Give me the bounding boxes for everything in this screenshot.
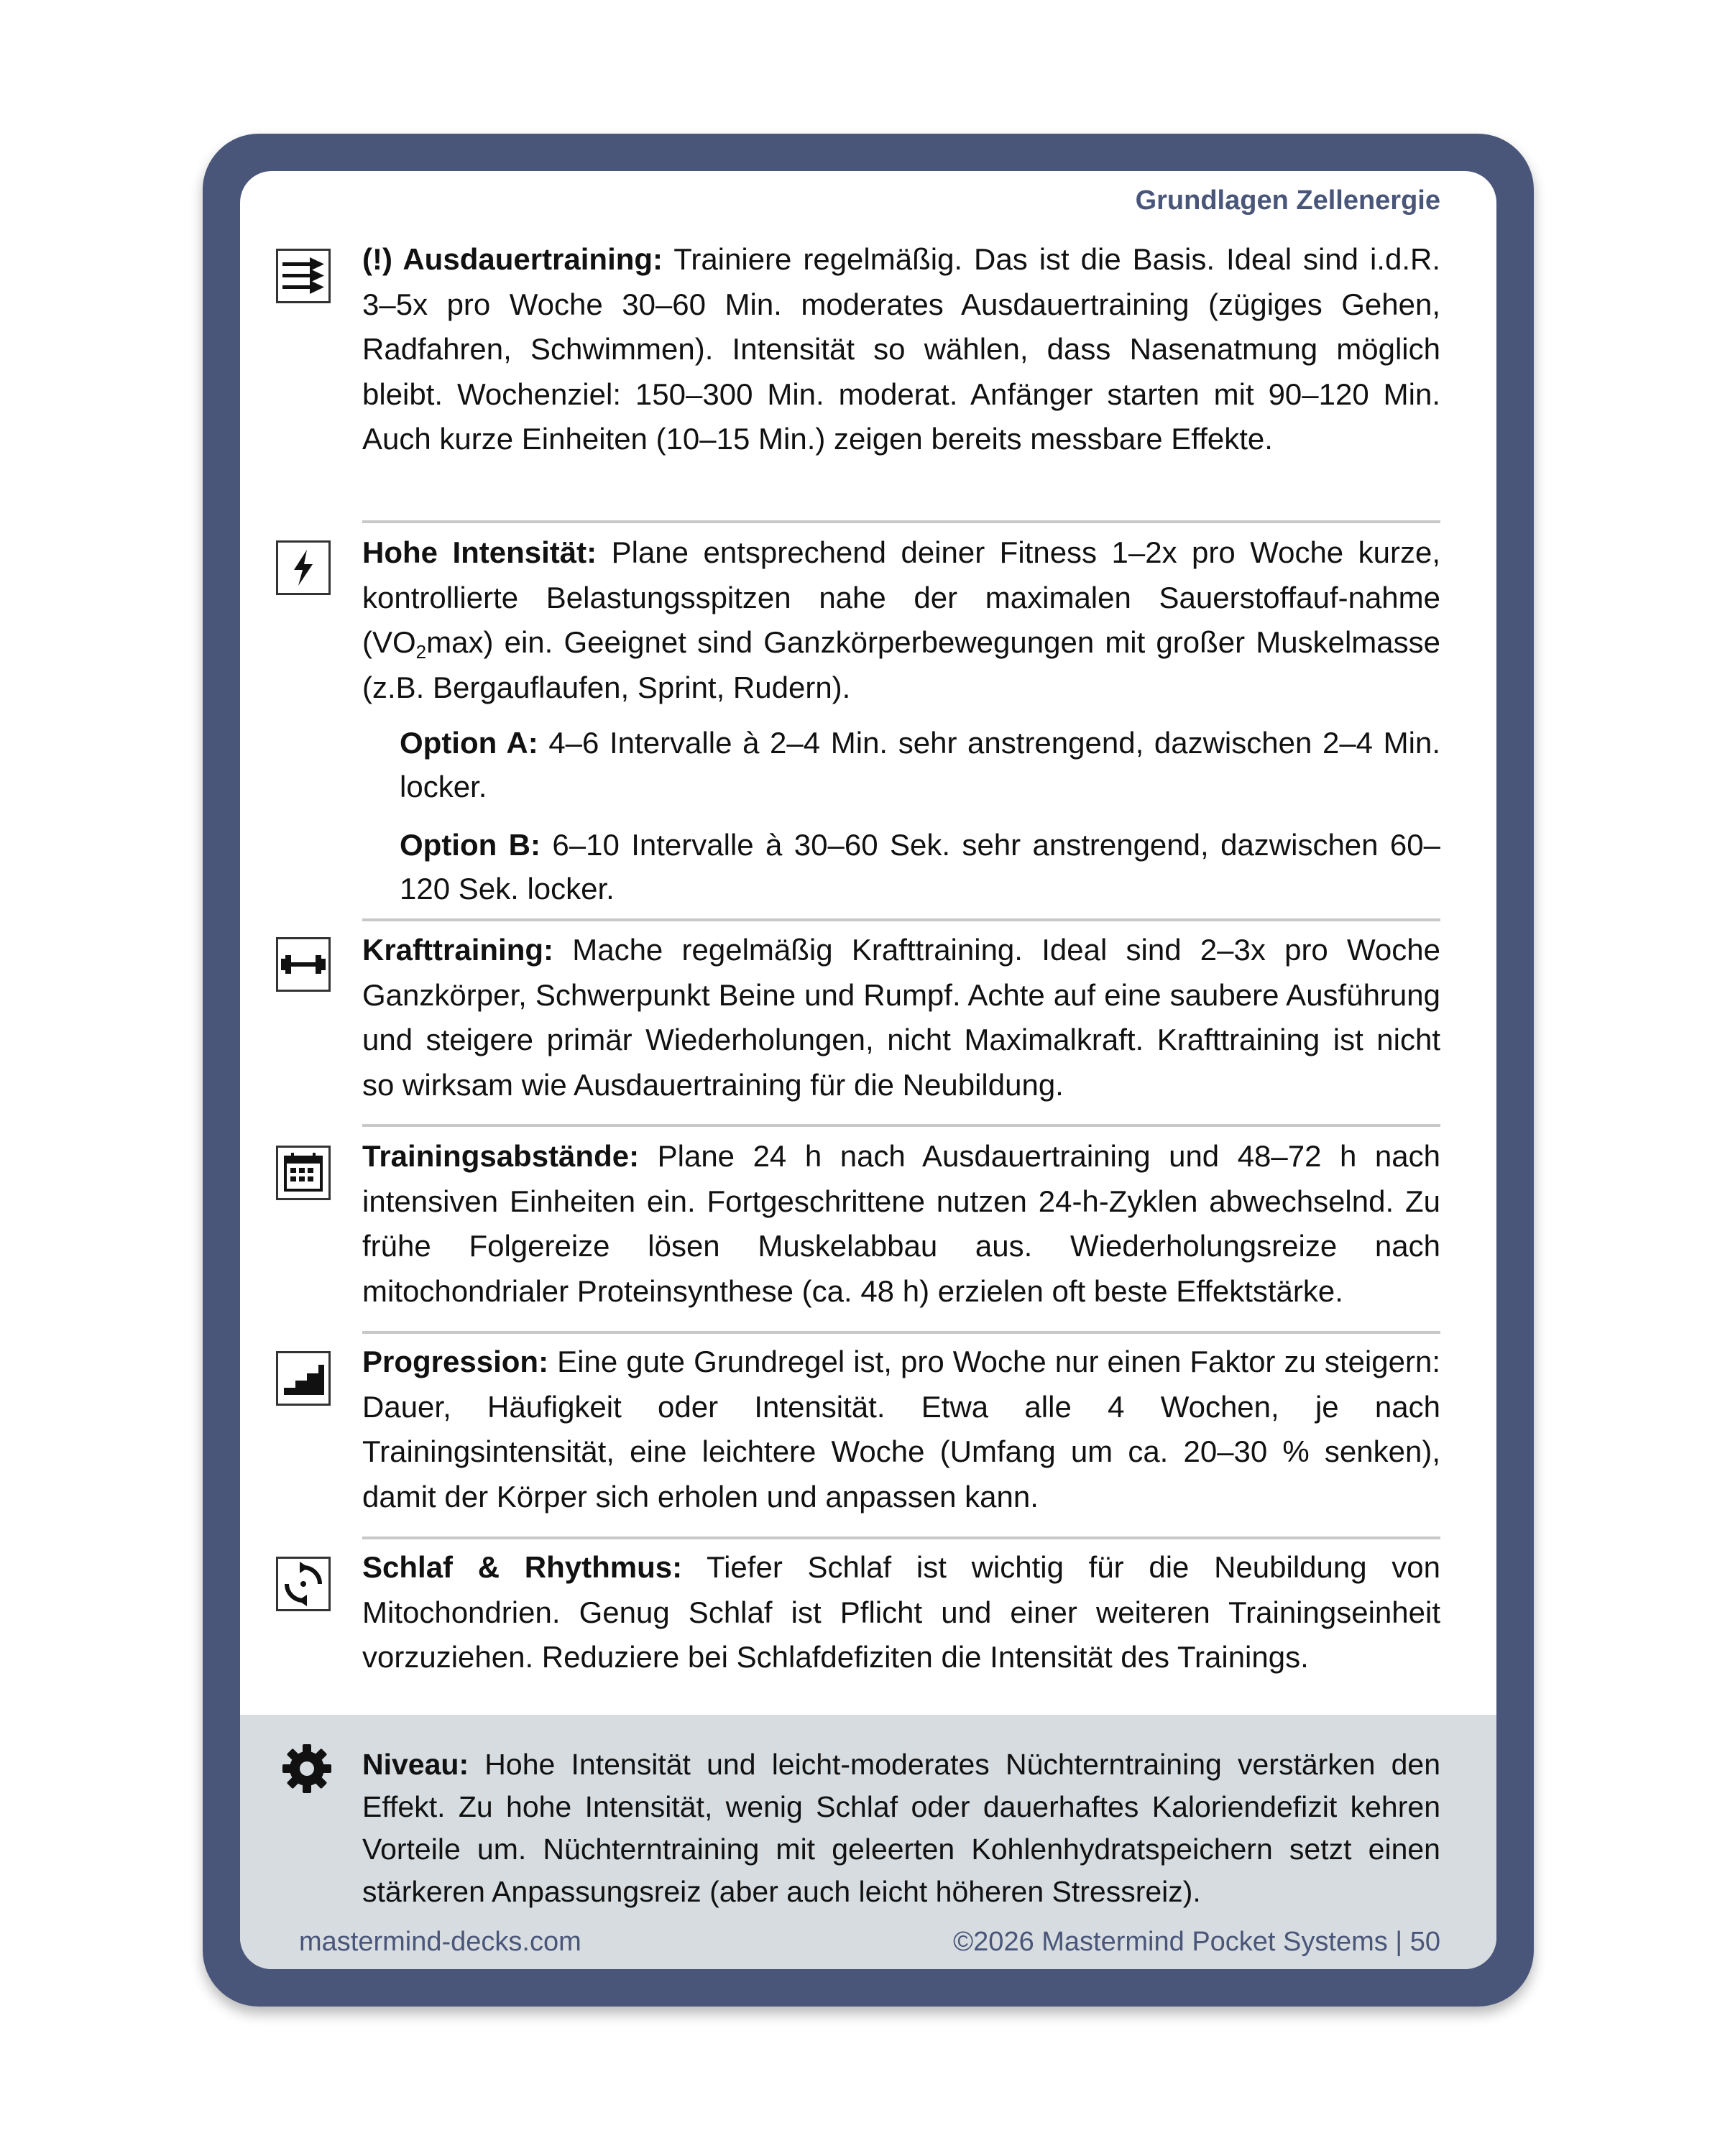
footer-copyright: ©2026 Mastermind Pocket Systems | 50	[953, 1927, 1440, 1957]
option-b	[400, 823, 1440, 911]
option-a	[400, 721, 1440, 808]
ausdauer-body: Trainiere regelmäßig. Das ist die Basis. Ideal sind i.d.R. 3–5x pro Woche 30–60 Min. moderates Ausdauertraining (zügiges Gehen, Radfahren, Schwimmen). Intensität so wählen, dass Nasenatmung möglich bleibt. Wochenziel: 150–300 Min. moderat. Anfänger starten mit 90–120 Min. Auch kurze Einheiten (10–15 Min.) zeigen bereits messbare Effekte.	[362, 242, 1441, 456]
cycle-icon	[276, 1557, 331, 1611]
gear-icon	[280, 1742, 334, 1795]
intensitaet-body-b: max) ein. Geeignet sind Ganzkörperbewegungen mit großer Muskelmasse (z.B. Bergauflaufen, Sprint, Rudern).	[362, 625, 1440, 704]
schlaf-title: Schlaf & Rhythmus:	[362, 1550, 683, 1584]
divider	[362, 1537, 1440, 1539]
schlaf-body: Tiefer Schlaf ist wichtig für die Neubildung von Mitochondrien. Genug Schlaf ist Pflicht und einer weiteren Trainingseinheit vorzuziehen. Reduziere bei Schlafdefiziten die Intensität des Trainings.	[362, 1550, 1440, 1674]
kraft-title: Krafttraining:	[362, 933, 553, 967]
abstaende-title: Trainingsabstände:	[362, 1139, 640, 1173]
divider	[362, 918, 1440, 921]
progression-body: Eine gute Grundregel ist, pro Woche nur einen Faktor zu steigern: Dauer, Häufigkeit oder Intensität. Etwa alle 4 Wochen, je nach Trainingsintensität, eine leichtere Woche (Umfang um ca. 20–30 % senken), damit der Körper sich erholen und anpassen kann.	[362, 1345, 1440, 1514]
ausdauer-title: (!) Ausdauertraining:	[362, 242, 663, 276]
divider	[362, 1124, 1440, 1127]
option-a-title: Option A:	[400, 726, 538, 760]
niveau-text	[362, 1743, 1440, 1913]
page-title: Grundlagen Zellenergie	[1135, 185, 1440, 216]
option-b-text: 6–10 Intervalle à 30–60 Sek. sehr anstrengend, dazwischen 60–120 Sek. locker.	[400, 828, 1440, 906]
divider	[362, 1331, 1440, 1334]
card-frame	[203, 134, 1534, 2007]
option-a-text: 4–6 Intervalle à 2–4 Min. sehr anstrengend, dazwischen 2–4 Min. locker.	[400, 726, 1441, 803]
stairs-icon	[276, 1351, 331, 1406]
card-content	[240, 171, 1496, 1969]
lightning-icon	[276, 540, 331, 595]
intensitaet-title: Hohe Intensität:	[362, 535, 597, 569]
subscript-2: 2	[415, 641, 427, 663]
progression-title: Progression:	[362, 1345, 549, 1378]
intensitaet-body-a: Plane entsprechend deiner Fitness 1–2x pro Woche kurze, kontrollierte Belastungsspitzen nahe der maximalen Sauerstoffauf-nahme (VO	[362, 535, 1440, 659]
niveau-body: Hohe Intensität und leicht-moderates Nüchterntraining verstärken den Effekt. Zu hohe Intensität, wenig Schlaf oder dauerhaftes Kaloriendefizit kehren Vorteile um. Nüchterntraining mit geleerten Kohlenhydratspeichern setzt einen stärkeren Anpassungsreiz (aber auch leicht höheren Stressreiz).	[362, 1748, 1440, 1908]
schlaf-text	[362, 1545, 1440, 1680]
abstaende-text	[362, 1134, 1440, 1314]
ausdauer-text	[362, 237, 1440, 462]
option-b-title: Option B:	[400, 828, 540, 862]
abstaende-body: Plane 24 h nach Ausdauertraining und 48–72 h nach intensiven Einheiten ein. Fortgeschrittene nutzen 24-h-Zyklen abwechselnd. Zu frühe Folgereize lösen Muskelabbau aus. Wiederholungsreize nach mitochondrialer Proteinsynthese (ca. 48 h) erzielen oft beste Effektstärke.	[362, 1139, 1440, 1308]
footer-website-link[interactable]: mastermind-decks.com	[299, 1927, 581, 1957]
triple-arrow-icon	[276, 249, 331, 303]
calendar-icon	[276, 1146, 331, 1200]
dumbbell-icon	[276, 937, 331, 992]
progression-text	[362, 1340, 1440, 1519]
divider	[362, 520, 1440, 523]
intensitaet-text	[362, 530, 1440, 710]
kraft-text	[362, 928, 1440, 1107]
niveau-title: Niveau:	[362, 1748, 469, 1781]
niveau-box	[240, 1715, 1496, 1969]
kraft-body: Mache regelmäßig Krafttraining. Ideal sind 2–3x pro Woche Ganzkörper, Schwerpunkt Beine und Rumpf. Achte auf eine saubere Ausführung und steigere primär Wiederholungen, nicht Maximalkraft. Krafttraining ist nicht so wirksam wie Ausdauertraining für die Neubildung.	[362, 933, 1440, 1102]
